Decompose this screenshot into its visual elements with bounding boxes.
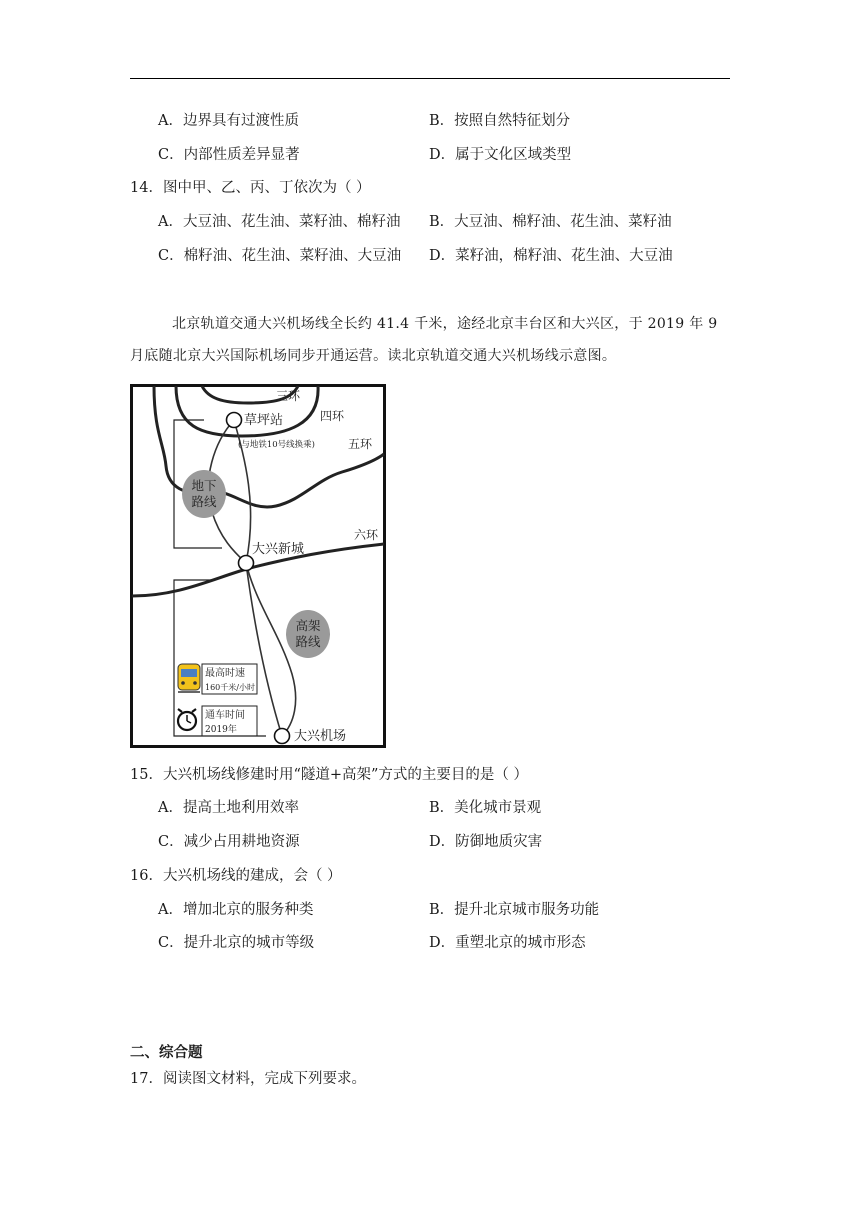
q13-option-c[interactable]: C．内部性质差异显著 bbox=[158, 147, 300, 163]
alarm-clock-icon bbox=[178, 709, 196, 730]
elevated-label-1: 高架 bbox=[295, 618, 321, 633]
airport-line-map bbox=[130, 384, 386, 748]
q15-option-a[interactable]: A．提高土地利用效率 bbox=[158, 800, 299, 816]
elevated-label-2: 路线 bbox=[295, 634, 321, 649]
q14-stem: 14．图中甲、乙、丙、丁依次为（ ） bbox=[130, 180, 371, 196]
section-2-title: 二、综合题 bbox=[130, 1045, 203, 1061]
q16-stem: 16．大兴机场线的建成，会（ ） bbox=[130, 868, 342, 884]
underground-label-2: 路线 bbox=[191, 494, 217, 509]
station-airport-label: 大兴机场 bbox=[294, 729, 347, 744]
station-airport-marker bbox=[275, 729, 290, 744]
q15-stem: 15．大兴机场线修建时用“隧道+高架”方式的主要目的是（ ） bbox=[130, 767, 529, 783]
q15-option-d[interactable]: D．防御地质灾害 bbox=[429, 834, 543, 850]
q13-option-d[interactable]: D．属于文化区域类型 bbox=[429, 147, 572, 163]
header-rule bbox=[130, 78, 730, 79]
passage-line-2: 月底随北京大兴国际机场同步开通运营。读北京轨道交通大兴机场线示意图。 bbox=[130, 348, 617, 364]
q14-option-a[interactable]: A．大豆油、花生油、菜籽油、棉籽油 bbox=[158, 214, 401, 230]
ring-3-label: 三环 bbox=[276, 389, 301, 403]
q13-option-b[interactable]: B．按照自然特征划分 bbox=[429, 113, 571, 129]
speed-legend-title: 最高时速 bbox=[205, 668, 245, 679]
train-icon bbox=[178, 664, 200, 692]
underground-label-1: 地下 bbox=[191, 478, 217, 493]
ring-5-label: 五环 bbox=[348, 437, 373, 451]
q15-option-b[interactable]: B．美化城市景观 bbox=[429, 800, 542, 816]
q14-option-d[interactable]: D．菜籽油，棉籽油、花生油、大豆油 bbox=[429, 248, 673, 264]
q16-option-b[interactable]: B．提升北京城市服务功能 bbox=[429, 902, 600, 918]
station-caoping-note: (与地铁10号线换乘) bbox=[238, 440, 315, 450]
passage-line-1: 北京轨道交通大兴机场线全长约 41.4 千米，途经北京丰台区和大兴区，于 2019 年 9 bbox=[172, 316, 718, 332]
q17-stem: 17．阅读图文材料，完成下列要求。 bbox=[130, 1071, 366, 1087]
q14-option-c[interactable]: C．棉籽油、花生油、菜籽油、大豆油 bbox=[158, 248, 402, 264]
station-daxingxincheng-marker bbox=[239, 556, 254, 571]
q16-option-c[interactable]: C．提升北京的城市等级 bbox=[158, 935, 315, 951]
ring-6-label: 六环 bbox=[354, 528, 379, 542]
ring-4-label: 四环 bbox=[320, 409, 345, 423]
speed-legend-value: 160千米/小时 bbox=[205, 683, 255, 692]
station-caoping-marker bbox=[227, 413, 242, 428]
open-legend-title: 通车时间 bbox=[205, 710, 245, 721]
station-daxingxincheng-label: 大兴新城 bbox=[252, 542, 305, 557]
q16-option-d[interactable]: D．重塑北京的城市形态 bbox=[429, 935, 586, 951]
q15-option-c[interactable]: C．减少占用耕地资源 bbox=[158, 834, 300, 850]
station-caoping-label: 草坪站 bbox=[244, 413, 284, 428]
q13-option-a[interactable]: A．边界具有过渡性质 bbox=[158, 113, 299, 129]
open-legend-value: 2019年 bbox=[205, 725, 237, 735]
q14-option-b[interactable]: B．大豆油、棉籽油、花生油、菜籽油 bbox=[429, 214, 672, 230]
q16-option-a[interactable]: A．增加北京的服务种类 bbox=[158, 902, 314, 918]
